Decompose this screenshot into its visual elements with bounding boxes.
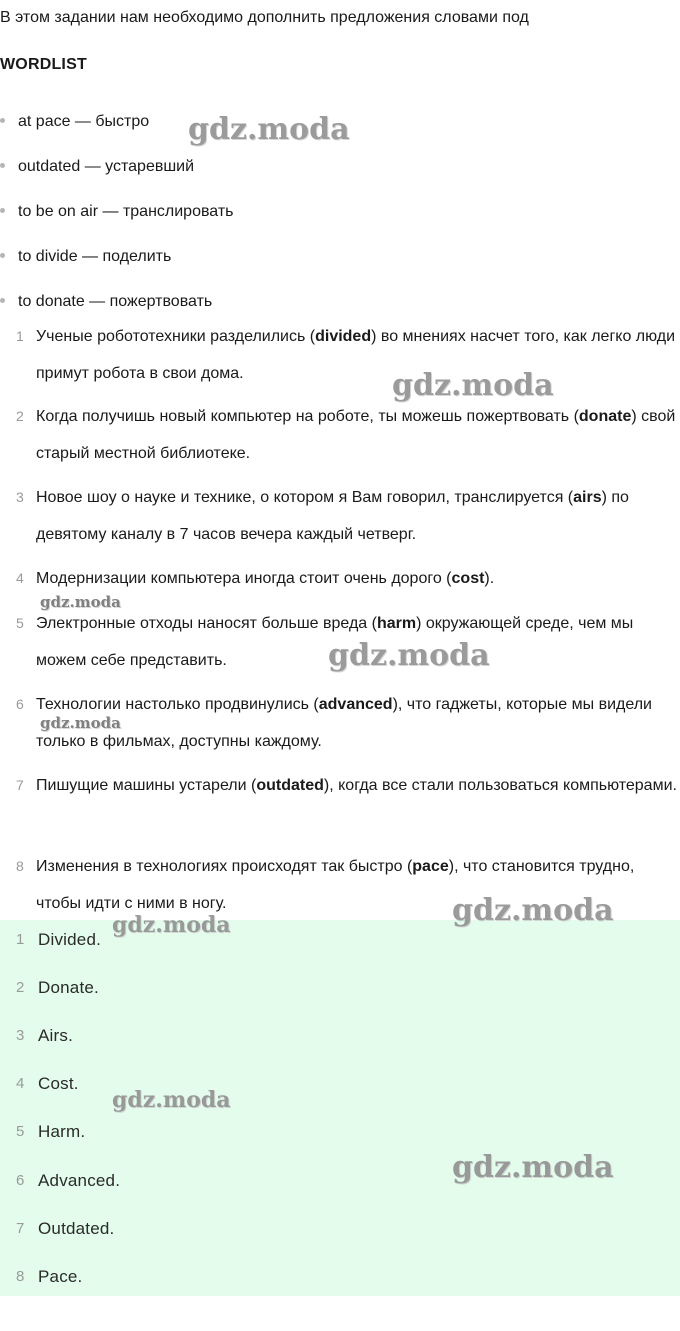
watermark-logo: gdz.moda	[188, 112, 350, 147]
answer-number: 1	[16, 931, 25, 948]
watermark-logo: gdz.moda	[452, 893, 614, 928]
wordlist-item: outdated — устаревший	[18, 155, 194, 179]
answer-word: cost	[451, 570, 485, 587]
exercise-number: 3	[16, 489, 24, 505]
watermark-logo: gdz.moda	[112, 1087, 231, 1113]
exercise-number: 2	[16, 408, 24, 424]
watermark-logo: gdz.moda	[328, 638, 490, 673]
answer-word: outdated	[256, 777, 324, 794]
exercise-number: 8	[16, 858, 24, 874]
watermark-logo: gdz.moda	[40, 593, 121, 611]
exercise-number: 4	[16, 570, 24, 586]
bullet-dot-icon	[0, 118, 5, 123]
answer-number: 8	[16, 1268, 25, 1285]
wordlist-item: to be on air — транслировать	[18, 200, 234, 224]
answer-text: Advanced.	[38, 1171, 121, 1190]
answer-text: Harm.	[38, 1122, 86, 1141]
exercise-number: 7	[16, 777, 24, 793]
answer-text: Pace.	[38, 1267, 83, 1286]
exercise-text: Ученые робототехники разделились (divided) во мнениях насчет того, как легко люди примут робота в свои дома.	[36, 328, 676, 382]
answer-text: Airs.	[38, 1026, 73, 1045]
answer-number: 6	[16, 1172, 25, 1189]
answer-number: 2	[16, 979, 25, 996]
answer-text: Donate.	[38, 978, 99, 997]
answer-number: 7	[16, 1220, 25, 1237]
exercise-text: Новое шоу о науке и технике, о котором я Вам говорил, транслируется (airs) по девятому каналу в 7 часов вечера каждый четверг.	[36, 489, 629, 543]
watermark-logo: gdz.moda	[392, 368, 554, 403]
bullet-dot-icon	[0, 298, 5, 303]
answer-word: advanced	[318, 696, 393, 713]
answer-word: harm	[376, 615, 417, 632]
answer-number: 5	[16, 1123, 25, 1140]
answer-word: pace	[412, 858, 449, 875]
answer-number: 3	[16, 1027, 25, 1044]
exercise-number: 1	[16, 328, 24, 344]
watermark-logo: gdz.moda	[452, 1150, 614, 1185]
wordlist-item: to divide — поделить	[18, 245, 171, 269]
wordlist-item: to donate — пожертвовать	[18, 290, 212, 314]
exercise-text: Изменения в технологиях происходят так быстро (pace), что становится трудно, чтобы идти с ними в ногу.	[36, 858, 635, 912]
exercise-text: Когда получишь новый компьютер на роботе, ты можешь пожертвовать (donate) свой старый местной библиотеке.	[36, 408, 676, 462]
answer-number: 4	[16, 1075, 25, 1092]
exercise-text: Модернизации компьютера иногда стоит очень дорого (cost).	[36, 570, 495, 587]
wordlist-item: at pace — быстро	[18, 110, 149, 134]
answer-text: Divided.	[38, 930, 102, 949]
answer-word: airs	[573, 489, 602, 506]
answers-box	[0, 920, 680, 1296]
intro-text: В этом задании нам необходимо дополнить предложения словами под	[0, 9, 529, 26]
bullet-dot-icon	[0, 163, 5, 168]
exercise-number: 5	[16, 615, 24, 631]
answer-word: divided	[315, 328, 372, 345]
exercise-text: Пишущие машины устарели (outdated), когда все стали пользоваться компьютерами.	[36, 777, 677, 794]
exercise-number: 6	[16, 696, 24, 712]
answer-word: donate	[578, 408, 632, 425]
answer-text: Cost.	[38, 1074, 79, 1093]
exercise-text: Электронные отходы наносят больше вреда (harm) окружающей среде, чем мы можем себе представить.	[36, 615, 634, 669]
watermark-logo: gdz.moda	[112, 912, 231, 938]
answer-text: Outdated.	[38, 1219, 115, 1238]
exercise-text: Технологии настолько продвинулись (advanced), что гаджеты, которые мы видели только в фильмах, доступны каждому.	[36, 696, 652, 750]
wordlist-heading: WORDLIST	[0, 56, 87, 73]
watermark-logo: gdz.moda	[40, 714, 121, 732]
bullet-dot-icon	[0, 253, 5, 258]
bullet-dot-icon	[0, 208, 5, 213]
